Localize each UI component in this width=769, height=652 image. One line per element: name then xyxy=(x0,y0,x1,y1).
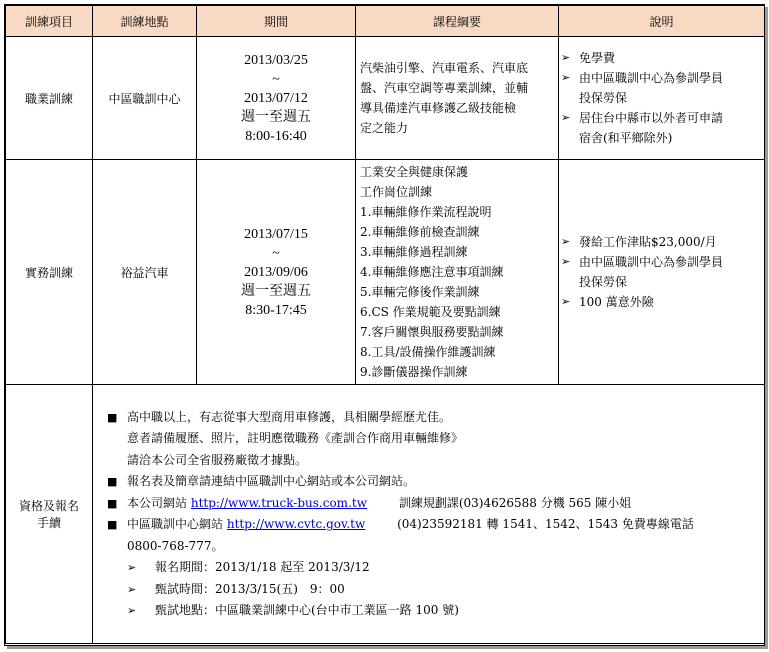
note-text: 免學費 xyxy=(579,51,616,65)
cvtc-website-label: 中區職訓中心網站 xyxy=(127,517,224,531)
description-cell xyxy=(559,37,765,160)
note-text: 由中區職訓中心為參訓學員 xyxy=(579,255,724,269)
cvtc-contact: (04)23592181 轉 1541、1542、1543 免費專線電話 xyxy=(397,517,694,531)
training-period xyxy=(197,37,356,160)
hotline-number: 0800-768-777。 xyxy=(127,538,224,553)
qualification-text: 報名表及簡章請連結中區職訓中心網站或本公司網站。 xyxy=(127,474,416,488)
course-line: 1.車輛維修作業流程說明 xyxy=(360,205,492,219)
header-training-location: 訓練地點 xyxy=(93,6,197,37)
qualification-text: 高中職以上，有志從事大型商用車修護，具相關學經歷尤佳。 xyxy=(127,409,452,424)
registration-period: 報名期間：2013/1/18 起至 2013/3/12 xyxy=(155,560,370,574)
arrow-bullet-icon: ➢ xyxy=(127,604,137,617)
course-outline xyxy=(356,160,559,385)
arrow-bullet-icon: ➢ xyxy=(561,235,571,248)
course-line: 盤、汽車空調等專業訓練，並輔 xyxy=(360,81,529,95)
cvtc-website-link[interactable]: http://www.cvtc.gov.tw xyxy=(226,517,366,531)
training-location: 中區職訓中心 xyxy=(93,37,197,160)
qualification-label-line: 資格及報名 xyxy=(18,499,79,513)
note-item xyxy=(559,108,764,148)
arrow-bullet-icon: ➢ xyxy=(561,295,571,308)
qualification-text: 意者請備履歷、照片，註明應徵職務《產訓合作商用車輛維修》 xyxy=(127,431,464,445)
company-website-link[interactable]: http://www.truck-bus.com.tw xyxy=(190,495,367,510)
note-item xyxy=(559,232,764,252)
qualification-row xyxy=(6,385,765,644)
header-row xyxy=(6,6,765,37)
note-item xyxy=(559,292,764,312)
square-bullet-icon: ■ xyxy=(107,475,118,488)
training-item: 職業訓練 xyxy=(6,37,93,160)
period-end: 2013/07/12 xyxy=(244,90,308,106)
course-line: 工業安全與健康保護 xyxy=(360,165,469,179)
qualification-content xyxy=(93,385,765,644)
square-bullet-icon: ■ xyxy=(107,496,118,510)
training-period xyxy=(197,160,356,385)
course-line: 9.診斷儀器操作訓練 xyxy=(360,365,468,379)
note-text: 投保勞保 xyxy=(579,275,628,289)
header-training-item: 訓練項目 xyxy=(6,6,93,37)
company-contact: 訓練規劃課(03)4626588 分機 565 陳小姐 xyxy=(398,495,632,510)
course-line: 5.車輛完修後作業訓練 xyxy=(360,285,480,299)
note-item xyxy=(559,68,764,108)
period-hours: 8:00-16:40 xyxy=(245,128,307,144)
course-line: 汽柴油引擎、汽車電系、汽車底 xyxy=(360,61,529,75)
exam-time: 甄試時間：2013/3/15(五) 9：00 xyxy=(155,581,345,596)
schedule-item xyxy=(107,579,764,601)
table-row xyxy=(6,37,765,160)
course-line: 2.車輛維修前檢查訓練 xyxy=(360,225,480,239)
table-row xyxy=(6,160,765,385)
period-hours: 8:30-17:45 xyxy=(245,302,307,318)
header-description: 說明 xyxy=(559,6,765,37)
course-line: 4.車輛維修應注意事項訓練 xyxy=(360,265,504,279)
qualification-bullet xyxy=(107,471,764,493)
square-bullet-icon: ■ xyxy=(107,410,118,424)
period-tilde: ~ xyxy=(272,245,280,261)
note-text: 由中區職訓中心為參訓學員 xyxy=(579,71,724,85)
course-outline xyxy=(356,37,559,160)
note-text: 100 萬意外險 xyxy=(579,295,654,309)
square-bullet-icon: ■ xyxy=(107,518,118,531)
training-info-table xyxy=(5,5,765,644)
course-line: 導具備達汽車修護乙級技能檢 xyxy=(360,101,517,115)
course-line: 8.工具/設備操作維護訓練 xyxy=(360,345,496,359)
company-website-label: 本公司網站 xyxy=(127,495,188,510)
qualification-label xyxy=(6,385,93,644)
note-text: 發給工作津貼$23,000/月 xyxy=(579,235,717,249)
note-text: 居住台中縣市以外者可申請 xyxy=(579,111,724,125)
arrow-bullet-icon: ➢ xyxy=(127,582,137,596)
note-item xyxy=(559,252,764,292)
arrow-bullet-icon: ➢ xyxy=(561,255,571,268)
period-start: 2013/07/15 xyxy=(244,226,308,242)
qualification-text: 請洽本公司全省服務廠徵才據點。 xyxy=(127,452,308,467)
qualification-bullet xyxy=(107,407,764,429)
training-info-table-frame xyxy=(4,4,765,646)
course-line: 工作崗位訓練 xyxy=(360,185,433,199)
schedule-item xyxy=(107,600,764,622)
exam-location: 甄試地點：中區職業訓練中心(台中市工業區一路 100 號) xyxy=(155,603,459,617)
course-line: 7.客戶關懷與服務要點訓練 xyxy=(360,325,504,339)
note-item xyxy=(559,48,764,68)
arrow-bullet-icon: ➢ xyxy=(561,111,571,124)
training-item: 實務訓練 xyxy=(6,160,93,385)
header-period: 期間 xyxy=(197,6,356,37)
description-cell xyxy=(559,160,765,385)
period-end: 2013/09/06 xyxy=(244,264,308,280)
period-tilde: ~ xyxy=(272,71,280,87)
qualification-label-line: 手續 xyxy=(36,516,61,530)
qualification-bullet xyxy=(107,493,764,515)
note-text: 投保勞保 xyxy=(579,91,628,105)
training-location: 裕益汽車 xyxy=(93,160,197,385)
period-days: 週一至週五 xyxy=(241,109,311,125)
arrow-bullet-icon: ➢ xyxy=(561,71,571,84)
period-days: 週一至週五 xyxy=(241,283,311,299)
course-line: 6.CS 作業規範及要點訓練 xyxy=(360,305,501,319)
arrow-bullet-icon: ➢ xyxy=(561,51,571,64)
header-course-outline: 課程綱要 xyxy=(356,6,559,37)
arrow-bullet-icon: ➢ xyxy=(127,561,137,574)
schedule-item xyxy=(107,557,764,579)
course-line: 定之能力 xyxy=(360,121,409,135)
course-line: 3.車輛維修過程訓練 xyxy=(360,245,468,259)
note-text: 宿舍(和平鄉除外) xyxy=(579,131,673,145)
qualification-bullet xyxy=(107,514,764,536)
period-start: 2013/03/25 xyxy=(244,52,308,68)
